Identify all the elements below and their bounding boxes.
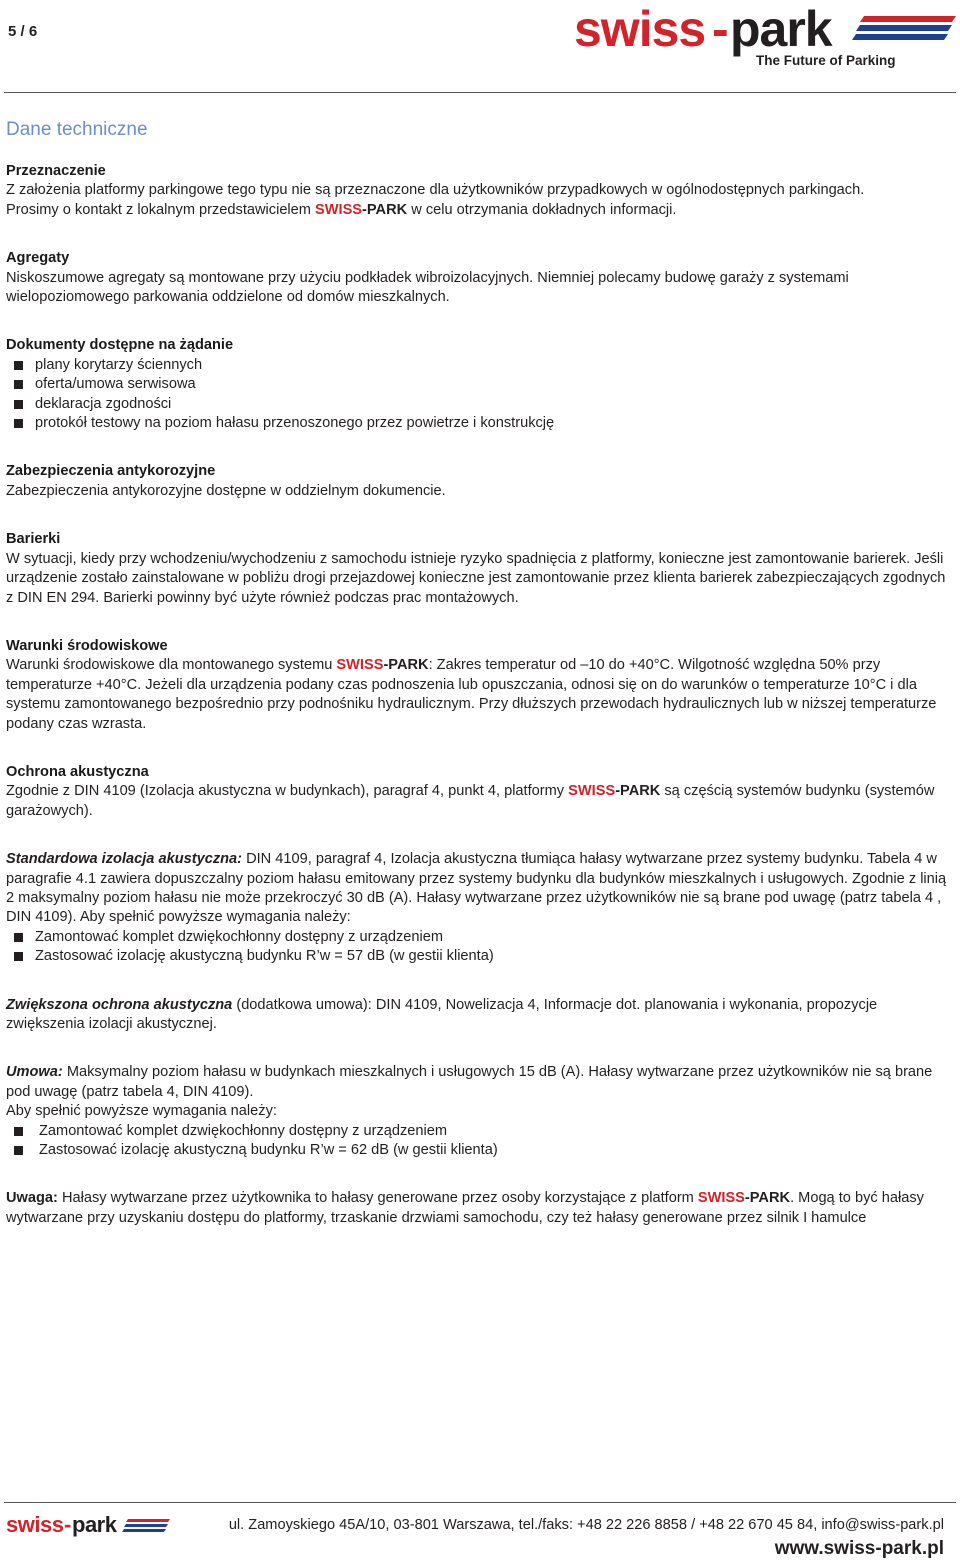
svg-text:-: - — [64, 1512, 72, 1537]
list-item: deklaracja zgodności — [6, 395, 956, 414]
bullet-square-icon — [14, 952, 23, 961]
footer-divider — [4, 1502, 956, 1503]
swiss-park-logo-small — [6, 1512, 170, 1538]
bullet-square-icon — [14, 933, 23, 942]
brand-swiss: SWISS — [697, 1190, 745, 1207]
paragraph: Prosimy o kontakt z lokalnym przedstawicielem SWISS-PARK w celu otrzymania dokładnych informacji. — [6, 201, 677, 218]
list-item: Zamontować komplet dzwiękochłonny dostępny z urządzeniem — [6, 1122, 956, 1141]
bullet-square-icon — [14, 1127, 23, 1136]
page-title: Dane techniczne — [6, 119, 148, 140]
header-divider — [4, 92, 956, 93]
paragraph: Niskoszumowe agregaty są montowane przy użyciu podkładek wibroizolacyjnych. Niemniej polecamy budowę garaży z systemami wielopoziomowego parkowania oddzielone od domów mieszkalnych. — [6, 269, 849, 306]
brand-park: -PARK — [383, 657, 429, 674]
bullet-square-icon — [14, 419, 23, 428]
section-ochrona — [6, 763, 956, 821]
section-heading: Dokumenty dostępne na żądanie — [6, 337, 234, 354]
brand-park: -PARK — [615, 783, 661, 800]
section-agregaty — [6, 249, 956, 307]
paragraph: W sytuacji, kiedy przy wchodzeniu/wychodzeniu z samochodu istnieje ryzyko spadnięcia z platformy, konieczne jest zamontowanie barierek. Jeśli urządzenie zostało zainstalowane w pobliżu drogi przejazdowej konieczne jest zamontowanie przez klienta barierek zabezpieczających zgodnych z DIN EN 294. Barierki powinny być użyte również podczas prac montażowych. — [6, 550, 946, 606]
bullet-square-icon — [14, 361, 23, 370]
footer-address: ul. Zamoyskiego 45A/10, 03-801 Warszawa, tel./faks: +48 22 226 8858 / +48 22 670 45 84, info@swiss-park.pl — [228, 1517, 944, 1533]
paragraph: Z założenia platformy parkingowe tego typu nie są przeznaczone dla użytkowników przypadkowych w ogólnodostępnych parkingach. — [6, 182, 865, 199]
documents-list — [6, 356, 956, 434]
requirements-list — [6, 928, 956, 967]
brand-swiss: SWISS — [336, 657, 384, 674]
svg-text:park: park — [730, 2, 832, 57]
bullet-square-icon — [14, 1146, 23, 1155]
swiss-park-logo — [572, 2, 956, 72]
brand-park: -PARK — [744, 1190, 791, 1207]
svg-text:swiss: swiss — [574, 2, 706, 57]
section-standardowa — [6, 850, 956, 966]
section-umowa — [6, 1063, 956, 1160]
page-number: 5 / 6 — [8, 23, 38, 40]
bullet-square-icon — [14, 380, 23, 389]
section-heading: Barierki — [6, 531, 61, 548]
document-body — [6, 162, 956, 1257]
footer-website-link[interactable]: www.swiss-park.pl — [774, 1538, 944, 1559]
list-item: Zastosować izolację akustyczną budynku R’w = 62 dB (w gestii klienta) — [6, 1141, 956, 1160]
brand-swiss: SWISS — [315, 201, 363, 218]
brand-park: -PARK — [362, 201, 408, 218]
paragraph: Zabezpieczenia antykorozyjne dostępne w oddzielnym dokumencie. — [6, 482, 446, 499]
logo-stripes — [852, 16, 956, 40]
list-item: plany korytarzy ściennych — [6, 356, 956, 375]
paragraph: Warunki środowiskowe dla montowanego systemu SWISS-PARK: Zakres temperatur od –10 do +40°C. Wilgotność względna 50% przy temperaturze +40°C. Jeżeli dla urządzenia podany czas podnoszenia lub opuszczania, odnosi się on do warunków o temperaturze 10°C i dla systemu zamontowanego bezpośrednio przy podnośniku hydraulicznym. Przy dłuższych przewodach hydraulicznych lub w niższej temperaturze podany czas wzrasta. — [6, 657, 937, 732]
paragraph: Uwaga: Hałasy wytwarzane przez użytkownika to hałasy generowane przez osoby korzystające z platform SWISS-PARK. Mogą to być hałasy wytwarzane przy uzyskaniu dostępu do platformy, trzaskanie drzwiami samochodu, czy też hałasy generowane przez silnik I hamulce — [6, 1190, 924, 1226]
svg-text:swiss: swiss — [6, 1512, 64, 1537]
section-uwaga — [6, 1189, 956, 1228]
paragraph: Zgodnie z DIN 4109 (Izolacja akustyczna w budynkach), paragraf 4, punkt 4, platformy SWISS-PARK są częścią systemów budynku (systemów garażowych). — [6, 783, 935, 819]
list-item: protokół testowy na poziom hałasu przenoszonego przez powietrze i konstrukcję — [6, 414, 956, 433]
section-zabezpieczenia — [6, 462, 956, 501]
requirements-list — [6, 1122, 956, 1161]
list-item: oferta/umowa serwisowa — [6, 375, 956, 394]
list-item: Zamontować komplet dzwiękochłonny dostępny z urządzeniem — [6, 928, 956, 947]
paragraph: Zwiększona ochrona akustyczna (dodatkowa umowa): DIN 4109, Nowelizacja 4, Informacje dot. planowania i wykonania, propozycje zwiększenia izolacji akustycznej. — [6, 996, 878, 1032]
section-heading: Warunki środowiskowe — [6, 637, 168, 654]
paragraph: Aby spełnić powyższe wymagania należy: — [6, 1103, 277, 1120]
section-zwiekszona — [6, 996, 956, 1035]
paragraph: Umowa: Maksymalny poziom hałasu w budynkach mieszkalnych i usługowych 15 dB (A). Hałasy wytwarzane przez użytkowników nie są brane pod uwagę (patrz tabela 4, DIN 4109). — [6, 1064, 933, 1100]
svg-text:park: park — [72, 1512, 117, 1537]
section-warunki — [6, 637, 956, 734]
section-heading: Przeznaczenie — [6, 163, 106, 179]
inline-label: Zwiększona ochrona akustyczna — [6, 996, 233, 1013]
brand-swiss: SWISS — [568, 783, 616, 800]
section-dokumenty — [6, 336, 956, 433]
bullet-square-icon — [14, 400, 23, 409]
inline-label: Umowa: — [6, 1064, 63, 1081]
section-heading: Ochrona akustyczna — [6, 763, 149, 780]
logo-tagline: The Future of Parking — [756, 53, 896, 68]
section-heading: Agregaty — [6, 250, 70, 267]
svg-text:-: - — [712, 2, 729, 57]
inline-label: Uwaga: — [6, 1190, 58, 1207]
inline-label: Standardowa izolacja akustyczna: — [6, 851, 243, 868]
section-barierki — [6, 530, 956, 608]
paragraph: Standardowa izolacja akustyczna: DIN 4109, paragraf 4, Izolacja akustyczna tłumiąca hałasy wytwarzane przez systemy budynku. Tabela 4 w paragrafie 4.1 zawiera dopuszczalny poziom hałasu emitowany przez systemy budynku dla budynków mieszkalnych i usługowych. Zgodnie z linią 2 maksymalny poziom hałasu nie może przekroczyć 30 dB (A). Hałasy wytwarzane przez użytkowników nie są brane pod uwagę (patrz tabela 4 , DIN 4109). Aby spełnić powyższe wymagania należy: — [6, 851, 947, 926]
section-heading: Zabezpieczenia antykorozyjne — [6, 463, 216, 480]
list-item: Zastosować izolację akustyczną budynku R’w = 57 dB (w gestii klienta) — [6, 947, 956, 966]
section-przeznaczenie — [6, 162, 956, 220]
